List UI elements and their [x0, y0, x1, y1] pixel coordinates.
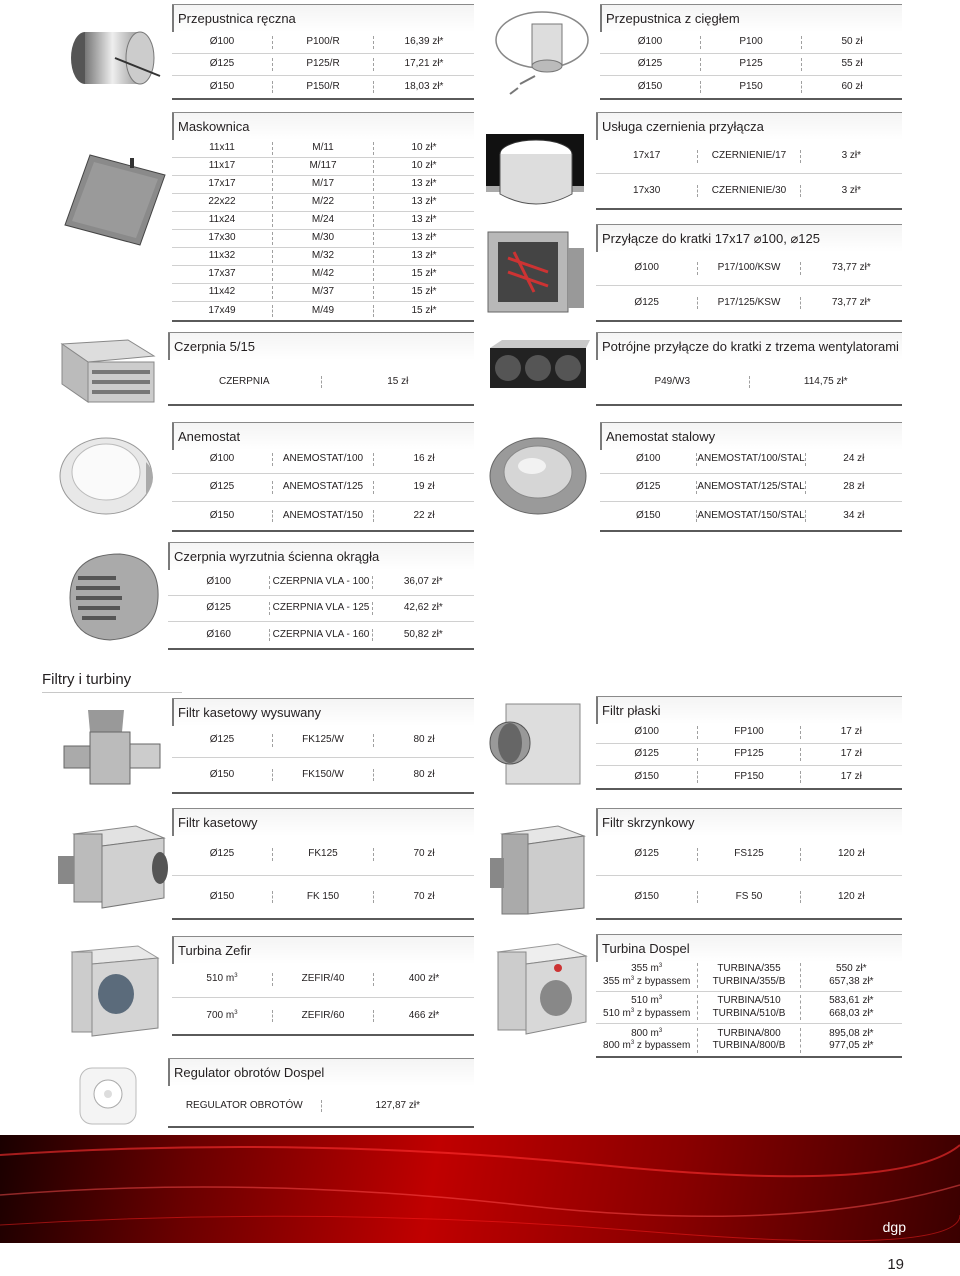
- grille-connector-image: [484, 228, 588, 320]
- price-table: [168, 360, 474, 406]
- brand-logo: dgp: [882, 1219, 906, 1235]
- table-row: Ø125 FS125 120 zł: [596, 834, 902, 876]
- table-row: Ø150 P150 60 zł: [600, 76, 902, 98]
- table-row: Ø150 FP150 17 zł: [596, 766, 902, 788]
- section-title: Przepustnica ręczna: [172, 4, 474, 32]
- section-turbina-zefir: [172, 936, 474, 1038]
- table-row: 17x30 M/30 13 zł*: [172, 230, 474, 248]
- price-table: [596, 960, 902, 1058]
- price-table: [596, 252, 902, 322]
- turbine-zefir-image: [58, 940, 162, 1040]
- table-row: 17x37 M/42 15 zł*: [172, 266, 474, 284]
- table-row: 11x11 M/11 10 zł*: [172, 140, 474, 158]
- cassette-filter-image: [56, 820, 168, 914]
- table-row: Ø150 FK150/W 80 zł: [172, 758, 474, 792]
- price-table: [596, 834, 902, 920]
- table-row: P49/W3 114,75 zł*: [596, 360, 902, 404]
- section-title: Regulator obrotów Dospel: [168, 1058, 474, 1086]
- section-czerpnia-wyrzutnia: [168, 542, 474, 648]
- table-row: Ø100 ANEMOSTAT/100/STAL 24 zł: [600, 446, 902, 474]
- section-title: Anemostat: [172, 422, 474, 450]
- table-row: 11x17 M/117 10 zł*: [172, 158, 474, 176]
- price-table: [600, 32, 902, 100]
- section-title: Filtr płaski: [596, 696, 902, 724]
- table-row: Ø125 P17/125/KSW 73,77 zł*: [596, 286, 902, 320]
- table-row: 800 $m^3$ 800 $m^3$ z bypassem TURBINA/800 TURBINA/800/B 895,08 zł* 977,05 zł*: [596, 1024, 902, 1056]
- table-row: REGULATOR OBROTÓW 127,87 zł*: [168, 1086, 474, 1126]
- table-row: 510 $m^3$ ZEFIR/40 400 zł*: [172, 962, 474, 998]
- table-row: 510 $m^3$ 510 $m^3$ z bypassem TURBINA/510 TURBINA/510/B 583,61 zł* 668,03 zł*: [596, 992, 902, 1024]
- box-filter-image: [488, 818, 592, 918]
- table-row: 17x49 M/49 15 zł*: [172, 302, 474, 320]
- table-row: Ø125 P125/R 17,21 zł*: [172, 54, 474, 76]
- section-title: Potrójne przyłącze do kratki z trzema wentylatorami: [596, 332, 902, 360]
- table-row: Ø125 FP125 17 zł: [596, 744, 902, 766]
- section-filtr-skrzynkowy: [596, 808, 902, 918]
- price-table: [596, 360, 902, 406]
- heading-rule: [42, 692, 182, 693]
- price-table: [600, 446, 902, 532]
- price-table: [596, 722, 902, 790]
- price-table: [168, 570, 474, 650]
- diffuser-white-image: [56, 432, 160, 516]
- table-row: Ø125 CZERPNIA VLA - 125 42,62 zł*: [168, 596, 474, 622]
- table-row: 17x17 M/17 13 zł*: [172, 176, 474, 194]
- table-row: Ø150 ANEMOSTAT/150/STAL 34 zł: [600, 502, 902, 530]
- section-title: Filtr kasetowy wysuwany: [172, 698, 474, 726]
- diffuser-steel-image: [486, 432, 590, 516]
- table-row: 17x30 CZERNIENIE/30 3 zł*: [596, 174, 902, 208]
- section-przepustnica-ciegło: [600, 4, 902, 98]
- section-title: Filtr kasetowy: [172, 808, 474, 836]
- table-row: 11x24 M/24 13 zł*: [172, 212, 474, 230]
- section-title: Przyłącze do kratki 17x17 ⌀100, ⌀125: [596, 224, 902, 252]
- table-row: Ø125 FK125 70 zł: [172, 834, 474, 876]
- table-row: 11x42 M/37 15 zł*: [172, 284, 474, 302]
- section-title: Usługa czernienia przyłącza: [596, 112, 902, 140]
- table-row: CZERPNIA 15 zł: [168, 360, 474, 404]
- table-row: 355 $m^3$ 355 $m^3$ z bypassem TURBINA/355 TURBINA/355/B 550 zł* 657,38 zł*: [596, 960, 902, 992]
- cassette-filter-sliding-image: [60, 704, 164, 796]
- price-table: [172, 962, 474, 1036]
- section-title: Turbina Zefir: [172, 936, 474, 964]
- price-table: [168, 1086, 474, 1128]
- section-przylacze: [596, 224, 902, 320]
- table-row: Ø100 ANEMOSTAT/100 16 zł: [172, 446, 474, 474]
- section-title: Filtr skrzynkowy: [596, 808, 902, 836]
- price-table: [172, 140, 474, 322]
- cover-plate-image: [60, 150, 170, 250]
- price-table: [172, 446, 474, 532]
- damper-manual-image: [55, 8, 165, 96]
- section-anemostat-stal: [600, 422, 902, 528]
- section-przepustnica-reczna: [172, 4, 474, 98]
- footer-band: [0, 1135, 960, 1243]
- flat-filter-image: [486, 698, 590, 790]
- table-row: Ø100 FP100 17 zł: [596, 722, 902, 744]
- table-row: Ø150 FS 50 120 zł: [596, 876, 902, 918]
- price-table: [172, 724, 474, 794]
- section-title: Czerpnia 5/15: [168, 332, 474, 360]
- table-row: Ø150 FK 150 70 zł: [172, 876, 474, 918]
- section-anemostat: [172, 422, 474, 528]
- table-row: Ø125 P125 55 zł: [600, 54, 902, 76]
- section-title: Maskownica: [172, 112, 474, 140]
- price-table: [172, 32, 474, 100]
- speed-regulator-image: [76, 1062, 140, 1128]
- heading-filtry-turbiny: Filtry i turbiny: [42, 671, 132, 688]
- table-row: Ø125 ANEMOSTAT/125/STAL 28 zł: [600, 474, 902, 502]
- section-maskownica: [172, 112, 474, 320]
- table-row: 17x17 CZERNIENIE/17 3 zł*: [596, 140, 902, 174]
- table-row: Ø100 CZERPNIA VLA - 100 36,07 zł*: [168, 570, 474, 596]
- section-title: Anemostat stalowy: [600, 422, 902, 450]
- table-row: Ø160 CZERPNIA VLA - 160 50,82 zł*: [168, 622, 474, 648]
- page-number: 19: [887, 1256, 904, 1273]
- section-filtr-plaski: [596, 696, 902, 792]
- price-table: [172, 834, 474, 920]
- section-title: Czerpnia wyrzutnia ścienna okrągła: [168, 542, 474, 570]
- footer-streaks: [0, 1135, 960, 1243]
- price-table: [596, 140, 902, 210]
- section-potrojne: [596, 332, 902, 408]
- section-czerpnia-5-15: [168, 332, 474, 408]
- table-row: Ø100 P17/100/KSW 73,77 zł*: [596, 252, 902, 286]
- table-row: 11x32 M/32 13 zł*: [172, 248, 474, 266]
- table-row: Ø125 ANEMOSTAT/125 19 zł: [172, 474, 474, 502]
- table-row: 700 $m^3$ ZEFIR/60 466 zł*: [172, 998, 474, 1034]
- table-row: Ø150 P150/R 18,03 zł*: [172, 76, 474, 98]
- section-title: Przepustnica z cięgłem: [600, 4, 902, 32]
- intake-5-15-image: [58, 336, 158, 406]
- section-regulator: [168, 1058, 474, 1132]
- section-usluga: [596, 112, 902, 208]
- table-row: Ø125 FK125/W 80 zł: [172, 724, 474, 758]
- turbine-dospel-image: [488, 938, 592, 1042]
- triple-fan-connector-image: [488, 338, 590, 400]
- blackened-connector-image: [484, 124, 588, 224]
- table-row: 22x22 M/22 13 zł*: [172, 194, 474, 212]
- section-turbina-dospel: [596, 934, 902, 1058]
- section-filtr-kasetowy-wysuwany: [172, 698, 474, 794]
- wall-vent-round-image: [60, 548, 164, 644]
- section-filtr-kasetowy: [172, 808, 474, 918]
- table-row: Ø100 P100 50 zł: [600, 32, 902, 54]
- section-title: Turbina Dospel: [596, 934, 902, 962]
- table-row: Ø150 ANEMOSTAT/150 22 zł: [172, 502, 474, 530]
- table-row: Ø100 P100/R 16,39 zł*: [172, 32, 474, 54]
- damper-cable-image: [490, 6, 590, 98]
